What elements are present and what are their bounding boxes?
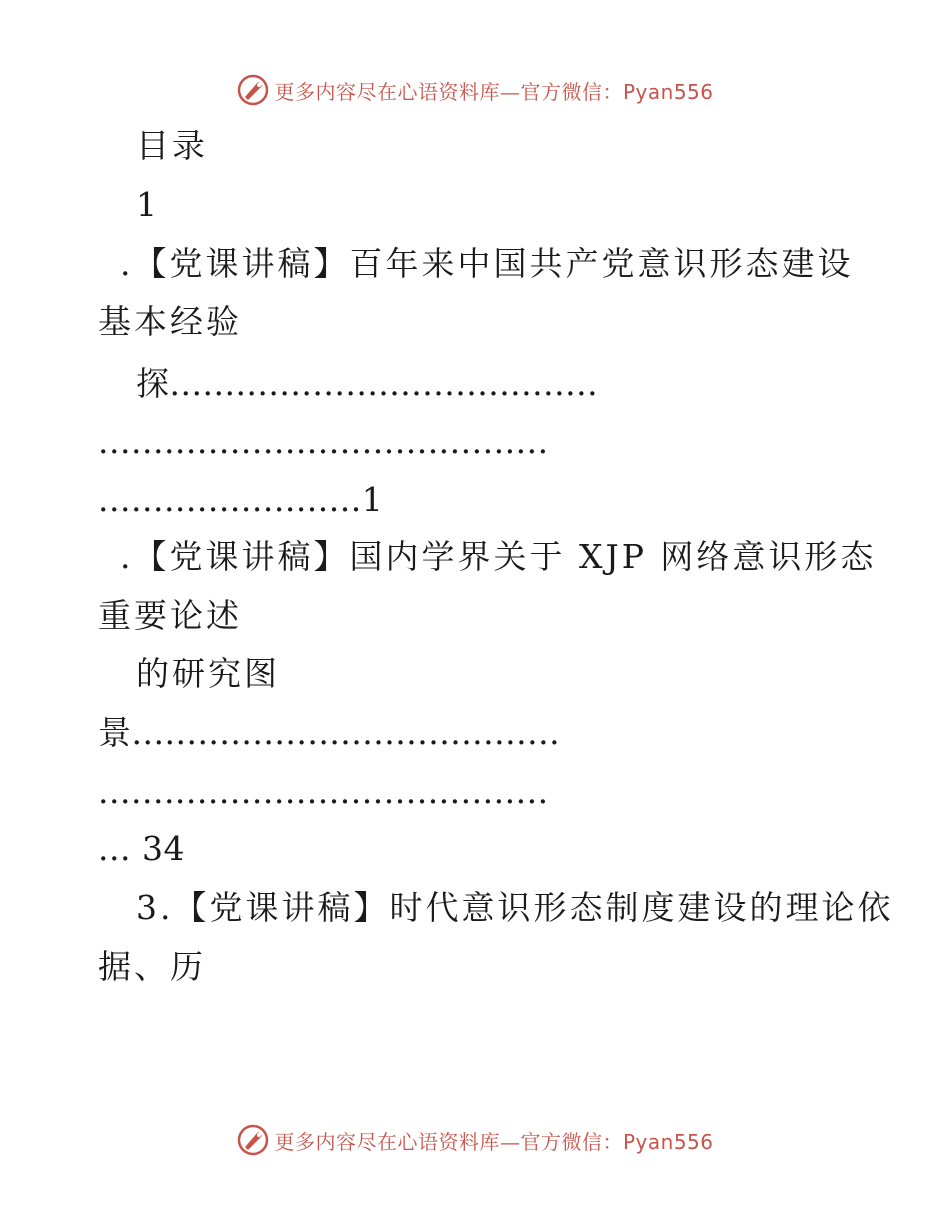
- toc-title: 目录: [136, 126, 208, 165]
- header-banner-text-cn: 更多内容尽在心语资料库—官方微信：: [274, 79, 623, 104]
- toc-entry-3-title-cont: 据、历: [98, 947, 206, 986]
- toc-entry-1-leader: 探.......................................: [136, 364, 599, 403]
- toc-entry-3-title: 3.【党课讲稿】时代意识形态制度建设的理论依: [136, 888, 894, 927]
- toc-entry-2-leader-cont: .........................................: [98, 772, 549, 811]
- toc-entry-1-title: .【党课讲稿】百年来中国共产党意识形态建设: [120, 244, 854, 283]
- toc-entry-1-page: ........................1: [98, 480, 384, 519]
- pen-nib-logo-icon: [236, 1123, 270, 1157]
- toc-entry-2-leader: 景.......................................: [98, 713, 561, 752]
- toc-entry-2-title: .【党课讲稿】国内学界关于 XJP 网络意识形态: [120, 537, 877, 576]
- pen-nib-logo-icon: [236, 73, 270, 107]
- header-banner-wechat-id: Pyan556: [622, 79, 714, 104]
- footer-banner-text: [274, 1126, 713, 1155]
- footer-banner-text-cn: 更多内容尽在心语资料库—官方微信：: [274, 1129, 623, 1154]
- toc-entry-2-title-cont2: 的研究图: [136, 654, 280, 693]
- toc-entry-2-page: ... 34: [98, 829, 185, 868]
- toc-entry-1-leader-cont: .........................................: [98, 422, 549, 461]
- header-banner-text: [274, 76, 713, 105]
- toc-entry-1-title-cont: 基本经验: [98, 302, 242, 341]
- footer-banner-wechat-id: Pyan556: [622, 1129, 714, 1154]
- toc-entry-number: 1: [136, 185, 160, 224]
- footer-banner: [0, 1120, 950, 1160]
- header-banner: [0, 70, 950, 110]
- toc-entry-2-title-cont: 重要论述: [98, 596, 242, 635]
